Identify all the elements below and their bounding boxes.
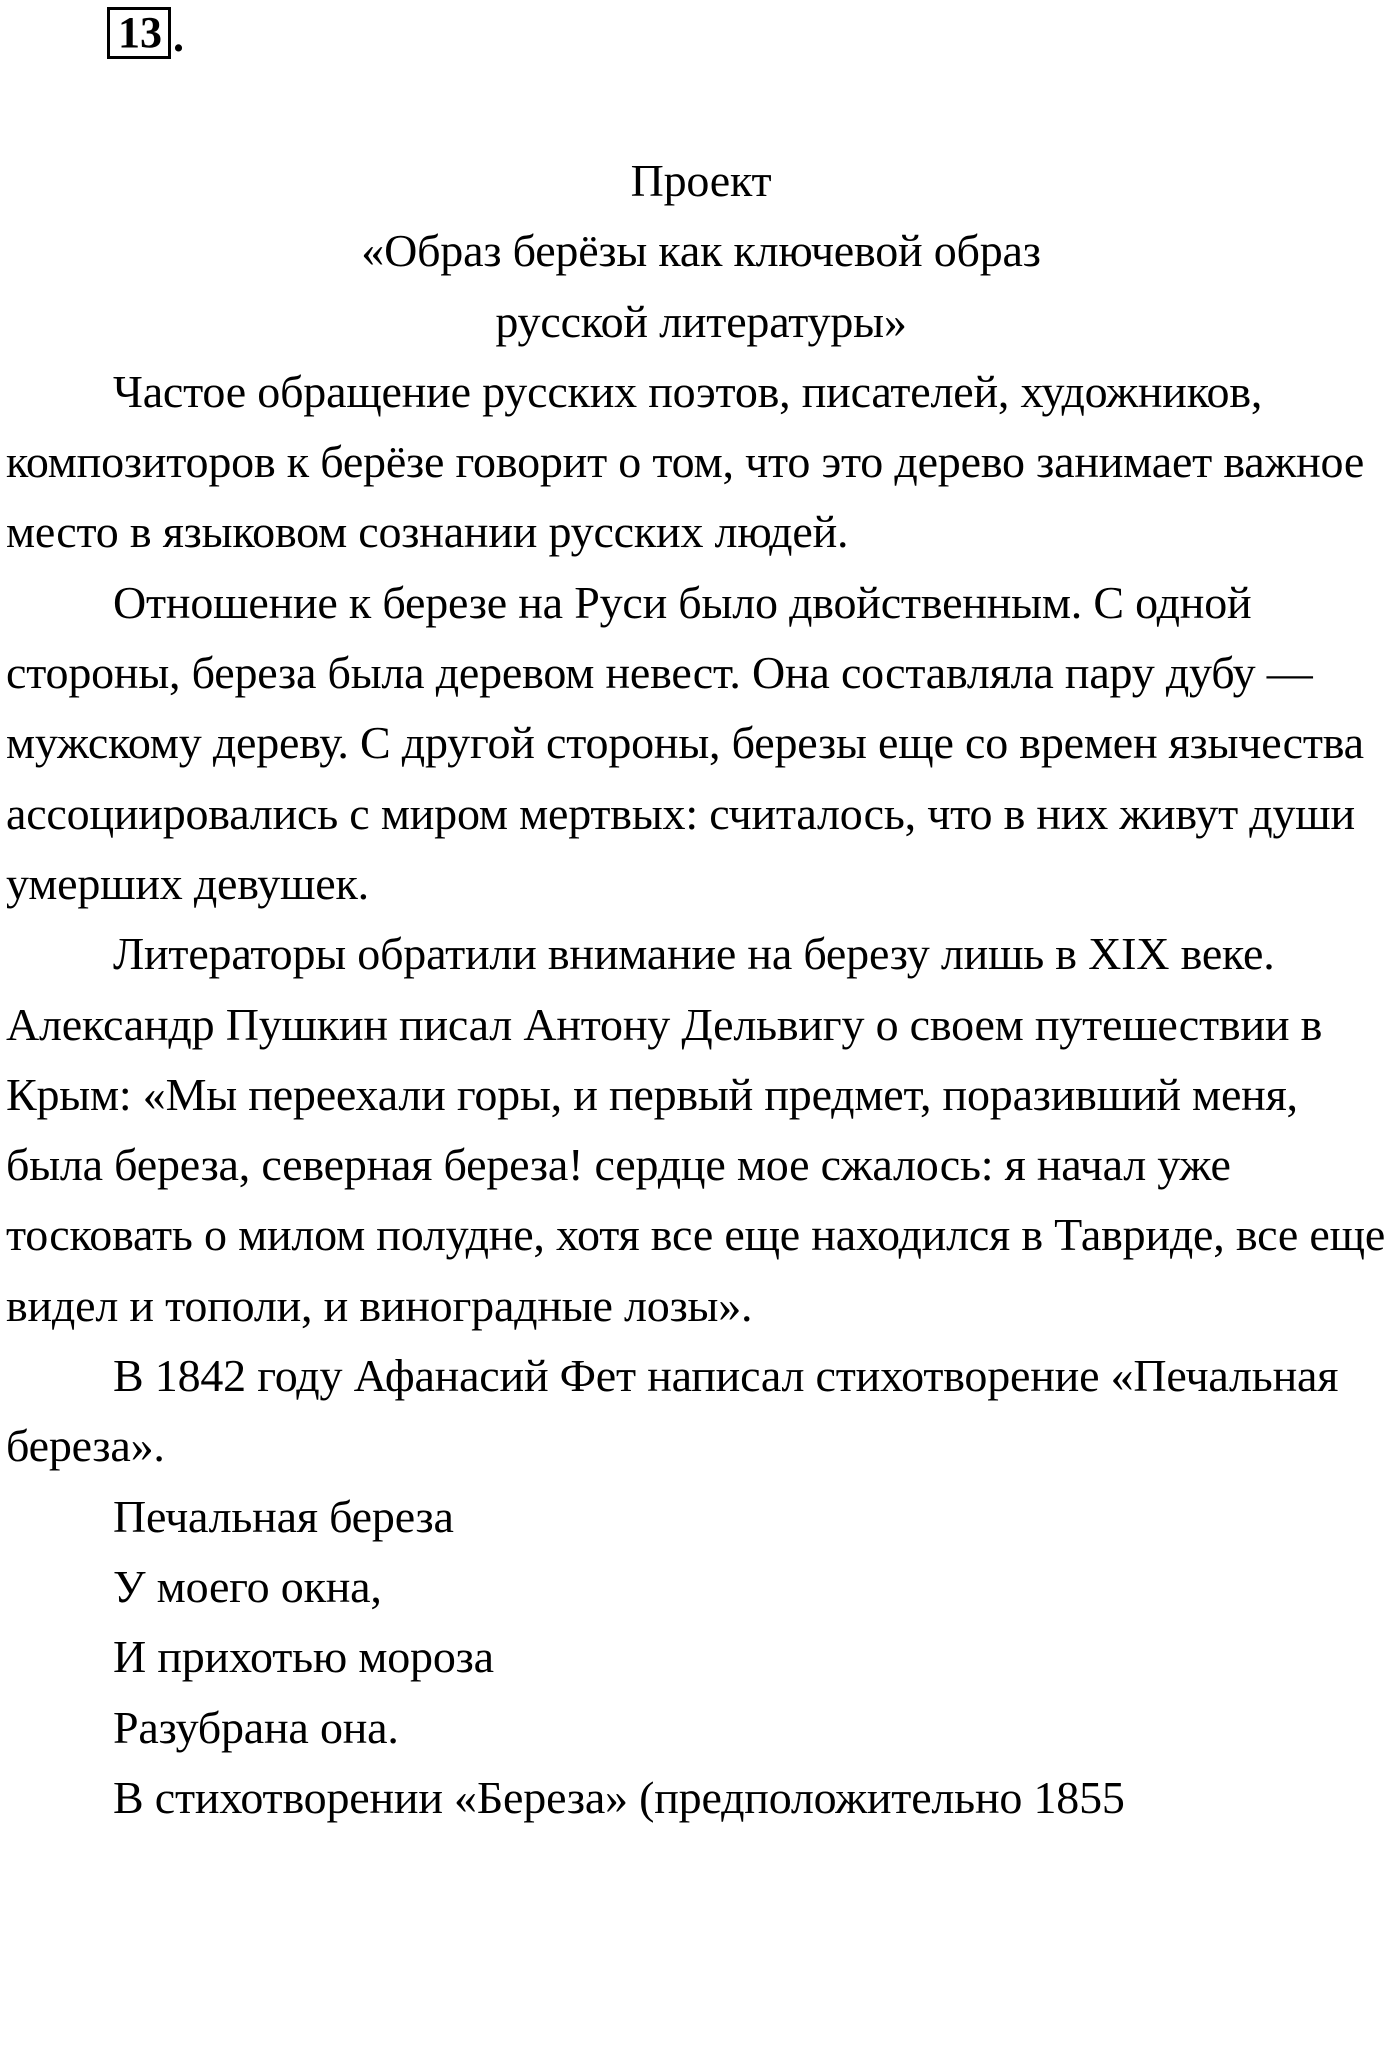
paragraph-2: Отношение к березе на Руси было двойственным. С одной стороны, береза была деревом невест. Она составляла пару дубу — мужскому дереву. С другой стороны, березы еще со времен язычества ассоциировались с миром мертвых: считалось, что в них живут души умерших девушек. xyxy=(6,576,1364,909)
poem-line-1: Печальная береза xyxy=(113,1490,454,1542)
paragraph-1: Частое обращение русских поэтов, писателей, художников, композиторов к берёзе говорит о том, что это дерево занимает важное место в языковом сознании русских людей. xyxy=(6,365,1365,558)
task-number xyxy=(107,8,184,61)
title-line-3: русской литературы» xyxy=(495,295,907,347)
paragraph-4: В 1842 году Афанасий Фет написал стихотворение «Печальная береза». xyxy=(6,1350,1339,1472)
poem-line-3: И прихотью мороза xyxy=(113,1631,494,1683)
paragraph-5: В стихотворении «Береза» (предположительно 1855 xyxy=(113,1771,1125,1823)
poem-line-2: У моего окна, xyxy=(113,1560,382,1612)
title-line-2: «Образ берёзы как ключевой образ xyxy=(361,225,1041,277)
task-number-box: 13 xyxy=(107,7,171,59)
poem-line-4: Разубрана она. xyxy=(113,1701,399,1753)
paragraph-3: Литераторы обратили внимание на березу лишь в XIX веке. Александр Пушкин писал Антону Дельвигу о своем путешествии в Крым: «Мы переехали горы, и первый предмет, поразивший меня, была береза, северная береза! сердце мое сжалось: я начал уже тосковать о милом полудне, хотя все еще находился в Тавриде, все еще видел и тополи, и виноградные лозы». xyxy=(6,928,1386,1331)
document-body xyxy=(6,146,1396,1833)
title-line-1: Проект xyxy=(630,155,772,206)
task-number-dot: . xyxy=(173,12,184,61)
